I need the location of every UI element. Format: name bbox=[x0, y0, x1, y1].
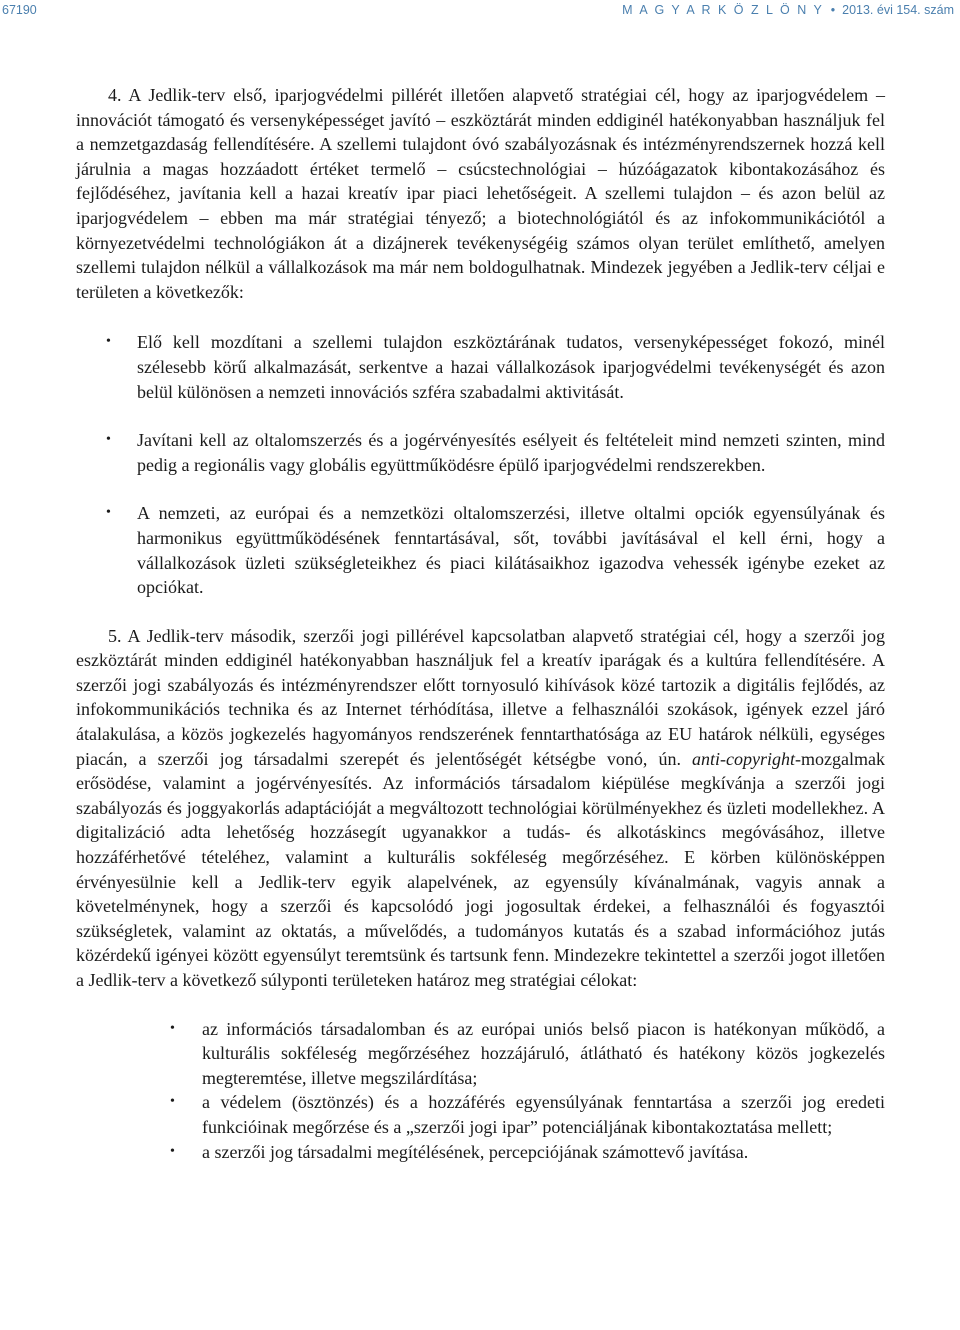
document-body bbox=[76, 83, 885, 1164]
bullet-icon: • bbox=[170, 1094, 175, 1110]
section-5-paragraph bbox=[76, 624, 885, 993]
list-item-text: a védelem (ösztönzés) és a hozzáférés egyensúlyának fenntartása a szerzői jog eredeti funkcióinak megőrzése és a „szerzői jogi ipar” potenciáljának kibontakoztatása mellett; bbox=[202, 1092, 885, 1137]
bullet-icon: • bbox=[170, 1020, 175, 1036]
issue-label: 2013. évi 154. szám bbox=[842, 3, 954, 17]
list-item-text: az információs társadalomban és az európai uniós belső piacon is hatékonyan működő, a kulturális sokféleség megőrzéséhez hozzájáruló, átlátható és hatékony közös jogkezelés megteremtése, illetve megszilárdítása; bbox=[202, 1018, 885, 1088]
section-4-paragraph: 4. A Jedlik-terv első, iparjogvédelmi pillérét illetően alapvető stratégiai cél, hogy az iparjogvédelem – innovációt támogató és versenyképességet javító – eszköztárát minden eddiginél hatékonyabban használjuk fel a nemzetgazdaság fellendítésére. A szellemi tulajdont óvó szabályozásnak és intézményrendszernek hozzá kell járulnia a magas hozzáadott értéket termelő – csúcstechnológiai – húzóágazatok kibontakozásához és fejlődéséhez, javítania kell a hazai kreatív ipar piaci lehetőségeit. A szellemi tulajdon – és azon belül az iparjogvédelem – ebben ma már stratégiai tényező; a biotechnológiától és az infokommunikációtól a környezetvédelmi technológiákon át a dizájnerek tevékenységéig számos olyan terület említhető, amelyen szellemi tulajdon nélkül a vállalkozások ma már nem boldogulhatnak. Mindezek jegyében a Jedlik-terv céljai e területen a következők: bbox=[76, 85, 885, 302]
bullet-icon: • bbox=[106, 432, 111, 448]
list-item bbox=[106, 330, 885, 404]
list-item bbox=[170, 1140, 885, 1165]
journal-name: M A G Y A R K Ö Z L Ö N Y bbox=[622, 3, 824, 17]
list-item bbox=[106, 428, 885, 477]
list-item bbox=[170, 1017, 885, 1091]
journal-title bbox=[622, 3, 954, 17]
section-5-text-after-emphasis: -mozgalmak erősödése, valamint a jogérvényesítés. Az információs társadalom kiépülése megkívánja a szerzői jogi szabályozás és joggyakorlás adaptációját a megváltozott technológiai körülményekhez és üzleti modellekhez. A digitalizáció adta lehetőség hozzásegít ugyanakkor a tudás- és alkotáskincs megóvásához, illetve hozzáférhetővé tételéhez, valamint a kulturális sokféleség megőrzéséhez. E körben különösképpen érvényesülnie kell a Jedlik-terv egyik alapelvének, az egyensúly kívánalmának, vagyis annak a követelménynek, hogy a szerzői és kapcsolódó jogi jogosultak érdekei, a felhasználói és fogyasztói szükségletek, valamint az oktatás, a művelődés, a tudományos kutatás és a szabad információhoz jutás közérdekű igényei között egyensúlyt teremtsünk és tartsunk fenn. Mindezekre tekintettel a szerzői jogot illetően a Jedlik-terv a következő súlyponti területeken határoz meg stratégiai célokat: bbox=[76, 748, 885, 990]
list-item-text: Elő kell mozdítani a szellemi tulajdon eszköztárának tudatos, versenyképességet fokozó, minél szélesebb körű alkalmazását, serkentve a hazai vállalkozások iparjogvédelmi tevékenységét és azon belül különösen a nemzeti innovációs szféra szabadalmi aktivitását. bbox=[137, 332, 885, 402]
list-item-text: A nemzeti, az európai és a nemzetközi oltalomszerzési, illetve oltalmi opciók egyensúlyának és harmonikus együttműködésének fenntartásával, sőt, további javításával el kell érni, hogy a vállalkozások üzleti szükségleteikhez és piaci kilátásaikhoz igazodva vehessék igénybe ezeket az opciókat. bbox=[137, 503, 885, 598]
section-4-bullet-list bbox=[106, 330, 885, 599]
bullet-icon: • bbox=[106, 505, 111, 521]
page-header bbox=[0, 0, 960, 24]
page-number: 67190 bbox=[2, 3, 37, 17]
bullet-icon: • bbox=[170, 1143, 175, 1159]
list-item bbox=[106, 501, 885, 599]
section-5-bullet-list bbox=[170, 1017, 885, 1165]
section-5-text-before-emphasis: 5. A Jedlik-terv második, szerzői jogi pillérével kapcsolatban alapvető stratégiai cél, hogy a szerzői jog eszköztárát minden eddiginél hatékonyabban használjuk fel a kreatív iparágak és a kultúra fellendítésére. A szerzői jogi szabályozás és intézményrendszer előtt tornyosuló kihívások közé tartozik a digitális fejlődés, az infokommunikációs technika és az Internet térhódítása, illetve a felhasználói szokások, igények ezzel járó átalakulása, a közös jogkezelés hagyományos rendszerének fenntarthatósága az EU határok nélküli, egységes piacán, a szerzői jog társadalmi szerepét és jelentőségét kétségbe vonó, ún. bbox=[76, 625, 885, 769]
list-item-text: Javítani kell az oltalomszerzés és a jogérvényesítés esélyeit és feltételeit mind nemzeti szinten, mind pedig a regionális vagy globális együttműködésre épülő iparjogvédelmi rendszerekben. bbox=[137, 430, 885, 475]
header-separator-icon: • bbox=[830, 3, 836, 17]
list-item bbox=[170, 1090, 885, 1139]
list-item-text: a szerzői jog társadalmi megítélésének, percepciójának számottevő javítása. bbox=[202, 1141, 749, 1162]
bullet-icon: • bbox=[106, 334, 111, 350]
emphasis-anti-copyright: anti-copyright bbox=[692, 748, 796, 769]
